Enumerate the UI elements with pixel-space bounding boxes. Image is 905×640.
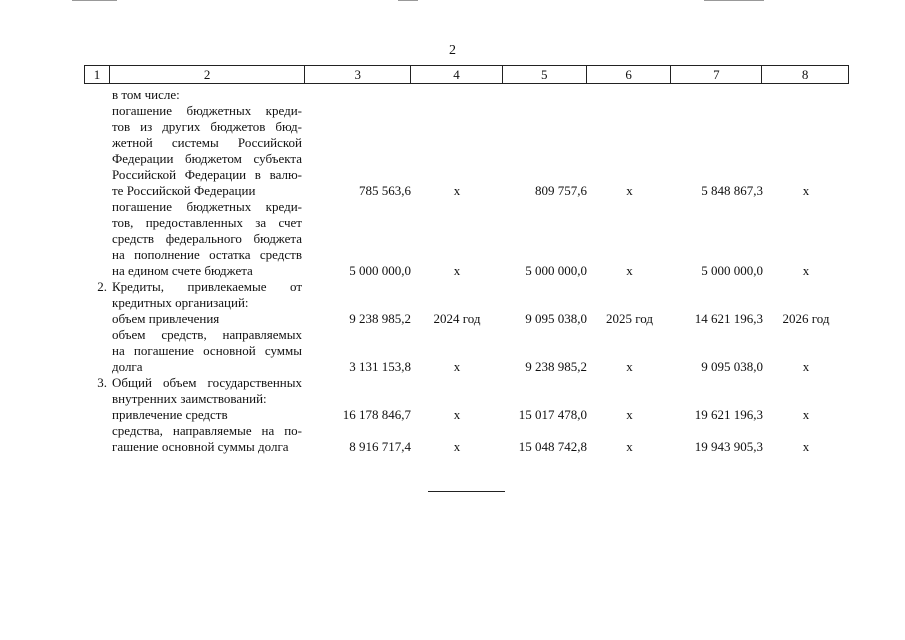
description-line: Федерации бюджетом субъекта	[112, 151, 302, 166]
description-line: гашение основной суммы долга	[112, 439, 289, 454]
cell-column-3: 9 238 985,2	[349, 311, 411, 326]
cell-column-8: х	[802, 359, 810, 374]
table-row	[84, 375, 849, 407]
cell-column-6: х	[626, 263, 633, 278]
scan-top-edge-line	[704, 0, 764, 1]
end-of-document-rule	[428, 491, 505, 492]
description-line: привлечение средств	[112, 407, 228, 422]
cell-column-5: 9 238 985,2	[525, 359, 587, 374]
description-line: на погашение основной суммы	[112, 343, 302, 358]
scan-top-edge-line	[398, 0, 418, 1]
cell-column-7: 9 095 038,0	[701, 359, 763, 374]
cell-column-8: х	[802, 439, 810, 454]
description-line: погашение бюджетных креди-	[112, 103, 302, 118]
scan-top-edge-line	[72, 0, 117, 1]
page-number: 2	[449, 43, 456, 58]
cell-column-6: 2025 год	[606, 311, 653, 326]
row-description	[112, 375, 302, 407]
row-number: 3.	[97, 375, 107, 390]
cell-column-4: х	[453, 359, 461, 374]
description-line: средства, направляемые на по-	[112, 423, 302, 438]
row-description	[112, 423, 302, 455]
description-line: тов из других бюджетов бюд-	[112, 119, 302, 134]
cell-column-7: 5 000 000,0	[701, 263, 763, 278]
description-line: кредитных организаций:	[112, 295, 249, 310]
cell-column-6: х	[626, 359, 633, 374]
column-header: 1	[85, 66, 110, 83]
borrowings-table-body	[84, 87, 849, 455]
table-row	[84, 279, 849, 311]
cell-column-8: 2026 год	[782, 311, 830, 326]
cell-column-3: 5 000 000,0	[349, 263, 411, 278]
cell-column-6: х	[626, 183, 633, 198]
cell-column-3: 785 563,6	[359, 183, 411, 198]
column-number-header-row	[84, 65, 849, 84]
description-line: те Российской Федерации	[112, 183, 256, 198]
row-description	[112, 327, 302, 375]
row-description	[112, 407, 302, 423]
description-line: внутренних заимствований:	[112, 391, 267, 406]
column-header: 7	[671, 66, 762, 83]
row-description	[112, 87, 302, 103]
column-header: 3	[305, 66, 411, 83]
table-row	[84, 407, 849, 423]
description-line: Российской Федерации в валю-	[112, 167, 302, 182]
table-row	[84, 103, 849, 199]
cell-column-5: 9 095 038,0	[525, 311, 587, 326]
row-description	[112, 103, 302, 199]
cell-column-4: х	[453, 263, 461, 278]
cell-column-8: х	[802, 183, 810, 198]
description-line: Кредиты, привлекаемые от	[112, 279, 302, 294]
column-header: 2	[110, 66, 305, 83]
column-header: 6	[587, 66, 672, 83]
cell-column-5: 15 048 742,8	[518, 439, 587, 454]
table-row	[84, 423, 849, 455]
cell-column-4: х	[453, 183, 461, 198]
cell-column-3: 8 916 717,4	[349, 439, 411, 454]
cell-column-8: х	[802, 263, 810, 278]
cell-column-4: х	[453, 407, 461, 422]
cell-column-5: 809 757,6	[535, 183, 587, 198]
cell-column-3: 16 178 846,7	[342, 407, 411, 422]
cell-column-7: 5 848 867,3	[701, 183, 763, 198]
table-row	[84, 327, 849, 375]
description-line: средств федерального бюджета	[112, 231, 302, 246]
description-line: погашение бюджетных креди-	[112, 199, 302, 214]
description-line: объем средств, направляемых	[112, 327, 302, 342]
description-line: на пополнение остатка средств	[112, 247, 302, 262]
cell-column-4: х	[453, 439, 461, 454]
cell-column-6: х	[626, 407, 633, 422]
column-header: 5	[503, 66, 587, 83]
cell-column-7: 19 621 196,3	[694, 407, 763, 422]
column-header: 4	[411, 66, 503, 83]
column-header: 8	[801, 67, 809, 82]
table-row	[84, 87, 849, 103]
cell-column-6: х	[626, 439, 633, 454]
cell-column-7: 19 943 905,3	[694, 439, 763, 454]
description-line: объем привлечения	[112, 311, 220, 326]
description-line: тов, предоставленных за счет	[112, 215, 302, 230]
table-row	[84, 311, 849, 327]
description-line: на едином счете бюджета	[112, 263, 253, 278]
description-line: жетной системы Российской	[112, 135, 302, 150]
cell-column-5: 15 017 478,0	[518, 407, 587, 422]
description-line: Общий объем государственных	[112, 375, 302, 390]
table-row	[84, 199, 849, 279]
cell-column-4: 2024 год	[433, 311, 481, 326]
row-description	[112, 311, 302, 327]
cell-column-7: 14 621 196,3	[694, 311, 763, 326]
description-line: в том числе:	[112, 87, 180, 102]
description-line: долга	[112, 359, 143, 374]
row-description	[112, 199, 302, 279]
cell-column-8: х	[802, 407, 810, 422]
row-number: 2.	[97, 279, 107, 294]
row-description	[112, 279, 302, 311]
cell-column-3: 3 131 153,8	[349, 359, 411, 374]
cell-column-5: 5 000 000,0	[525, 263, 587, 278]
